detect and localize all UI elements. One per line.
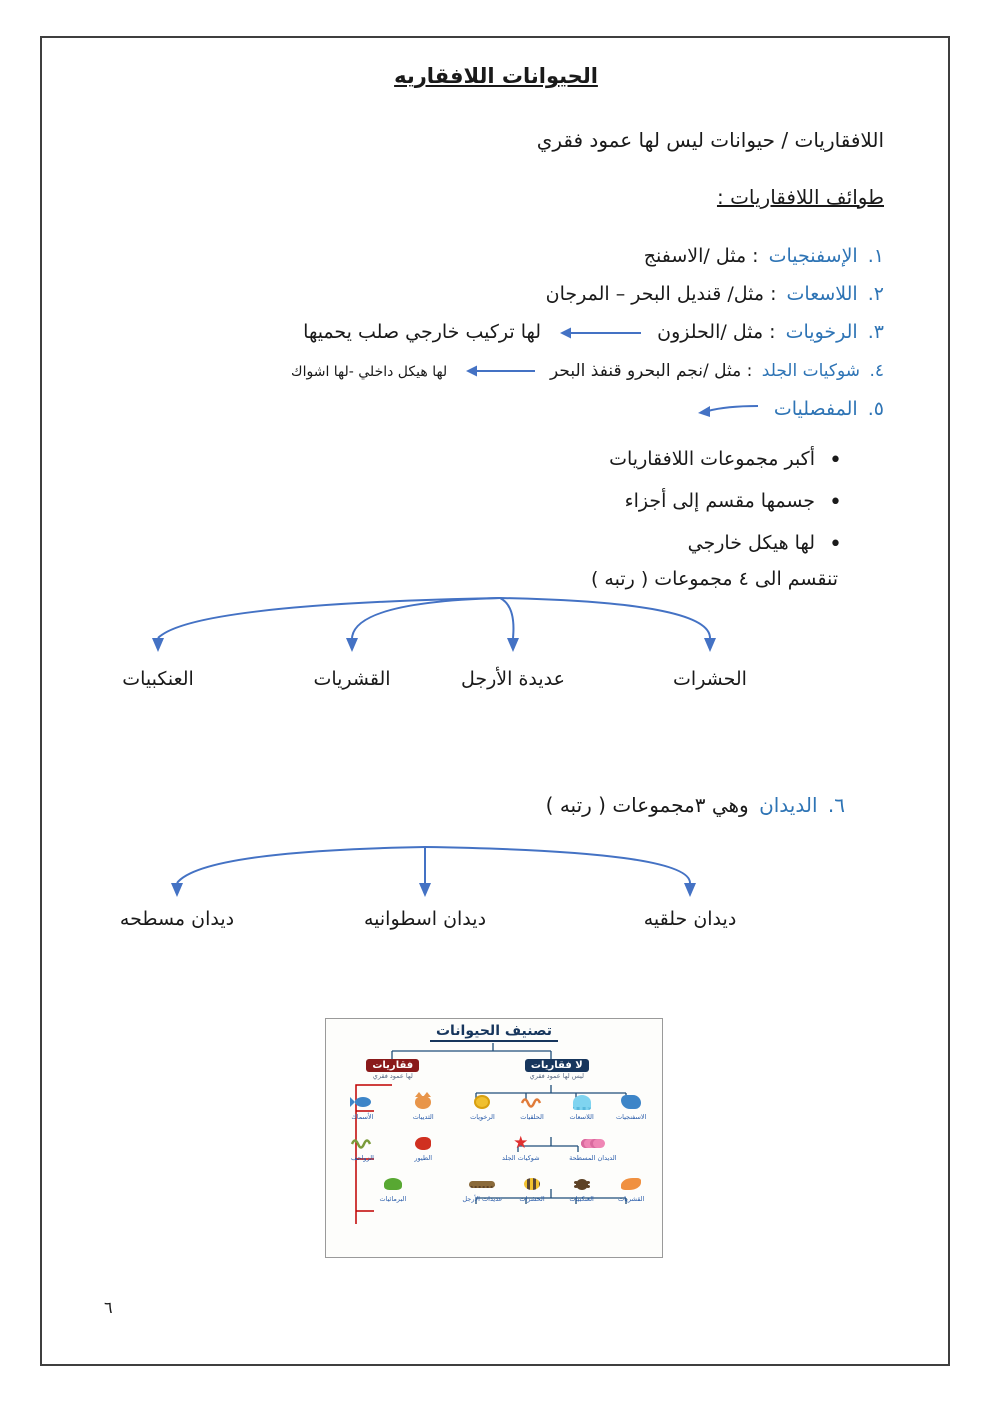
item-number: ٦.: [827, 793, 845, 817]
group4-label-insects: الحشرات: [673, 668, 747, 690]
cat-icon: [415, 1096, 431, 1109]
list-item-2: [546, 283, 884, 305]
invertebrates-subtext: ليس لها عمود فقري: [529, 1072, 584, 1080]
group4-label-myriapods: عديدة الأرجل: [461, 668, 565, 690]
animal-classification-figure: [325, 1018, 663, 1258]
shrimp-icon: [621, 1178, 641, 1190]
list-item-5: [688, 398, 884, 420]
item-number: ٣.: [867, 321, 884, 343]
list-item-4: [291, 361, 884, 381]
cat-item: الثدييات: [400, 1093, 446, 1121]
item-name: شوكيات الجلد: [761, 361, 861, 381]
bee-item: الحشرات: [509, 1175, 555, 1203]
centipede-item: عديدات الأرجل: [459, 1175, 505, 1203]
starfish-item: ★ شوكيات الجلد: [502, 1132, 540, 1163]
item-name: الرخويات: [785, 321, 858, 343]
jellyfish-icon: [573, 1095, 591, 1110]
item-text: : مثل /الحلزون: [657, 321, 776, 343]
item-name: المفصليات: [773, 398, 858, 420]
page-number: ٦: [104, 1298, 113, 1317]
item-number: ٤.: [869, 361, 884, 381]
group3-label-annelids: ديدان حلقيه: [643, 908, 737, 930]
group3-label-roundworms: ديدان اسطوانيه: [363, 908, 487, 930]
list-item-3: [303, 321, 884, 343]
worm-icon: [520, 1095, 544, 1109]
list-item-1: [644, 245, 884, 267]
centipede-icon: [469, 1181, 495, 1188]
item-text: وهي ٣مجموعات ( رتبه ): [545, 793, 749, 817]
left-arrow-icon: [465, 364, 537, 378]
group3-label-flatworms: ديدان مسطحه: [119, 908, 235, 930]
snail-item: الرخويات: [459, 1093, 505, 1121]
groups4-caption: تنقسم الى ٤ مجموعات ( رتبه ): [590, 568, 838, 590]
jellyfish-item: اللاسعات: [559, 1093, 605, 1121]
group4-label-crustaceans: القشريات: [313, 668, 391, 690]
item-text: : مثل /الاسفنج: [643, 245, 759, 267]
starfish-icon: ★: [513, 1132, 529, 1153]
figure-title: تصنيف الحيوانات: [326, 1023, 662, 1039]
bullet-text: جسمها مقسم إلى أجزاء: [624, 490, 816, 512]
caterpillar-item: الديدان المسطحة: [570, 1134, 616, 1162]
bullet-item-2: [625, 490, 842, 515]
snail-icon: [474, 1095, 490, 1109]
item-number: ٥.: [867, 398, 884, 420]
frog-icon: [384, 1178, 402, 1190]
bird-icon: [415, 1137, 431, 1150]
section-heading: طوائف اللافقاريات :: [716, 185, 884, 209]
item-number: ١.: [867, 245, 884, 267]
snake-icon: [350, 1136, 374, 1150]
bee-icon: [524, 1178, 540, 1190]
item-note: لها تركيب خارجي صلب يحميها: [303, 321, 542, 343]
vertebrates-branch: [332, 1059, 454, 1253]
caterpillar-icon: [581, 1139, 605, 1148]
left-arrow-icon: [696, 402, 760, 418]
item-number: ٢.: [867, 283, 884, 305]
bullet-text: لها هيكل خارجي: [687, 532, 816, 554]
fish-icon: [350, 1095, 374, 1109]
item-name: اللاسعات: [786, 283, 858, 305]
worm-item: الحلقيات: [509, 1093, 555, 1121]
item-name: الديدان: [759, 793, 818, 817]
spider-icon: [576, 1179, 588, 1190]
frog-item: البرمائيات: [370, 1175, 416, 1203]
snake-item: الزواحف: [339, 1134, 385, 1162]
vertebrates-subtext: لها عمود فقري: [372, 1072, 413, 1080]
item-name: الإسفنجيات: [768, 245, 858, 267]
spider-item: العنكبيات: [559, 1175, 605, 1203]
sponge-icon: [621, 1095, 641, 1109]
worms-heading: [546, 793, 845, 817]
bullet-text: أكبر مجموعات اللافقاريات: [609, 448, 816, 470]
bullet-icon: •: [829, 532, 842, 557]
shrimp-item: القشريات: [608, 1175, 654, 1203]
item-text: : مثل/ قنديل البحر – المرجان: [545, 283, 777, 305]
fish-item: الأسماك: [339, 1093, 385, 1121]
group4-label-arachnids: العنكبيات: [122, 668, 194, 690]
sponge-item: الاسفنجيات: [608, 1093, 654, 1121]
intro-text: اللافقاريات / حيوانات ليس لها عمود فقري: [536, 128, 884, 152]
invertebrates-branch: [458, 1059, 656, 1253]
vertebrates-header: فقاريات: [366, 1059, 419, 1072]
item-note: لها هيكل داخلي -لها اشواك: [291, 364, 448, 380]
page-title: الحيوانات اللافقاريه: [394, 64, 598, 88]
bullet-icon: •: [829, 490, 842, 515]
left-arrow-icon: [559, 326, 643, 340]
groups4-branch-arrows: [100, 594, 780, 662]
groups3-branch-arrows: [120, 843, 740, 905]
bird-item: الطيور: [400, 1134, 446, 1162]
bullet-item-3: [688, 532, 842, 557]
invertebrates-header: لا فقاريات: [525, 1059, 589, 1072]
bullet-icon: •: [829, 448, 842, 473]
bullet-item-1: [609, 448, 842, 473]
item-text: : مثل /نجم البحرو قنفذ البحر: [550, 361, 753, 381]
